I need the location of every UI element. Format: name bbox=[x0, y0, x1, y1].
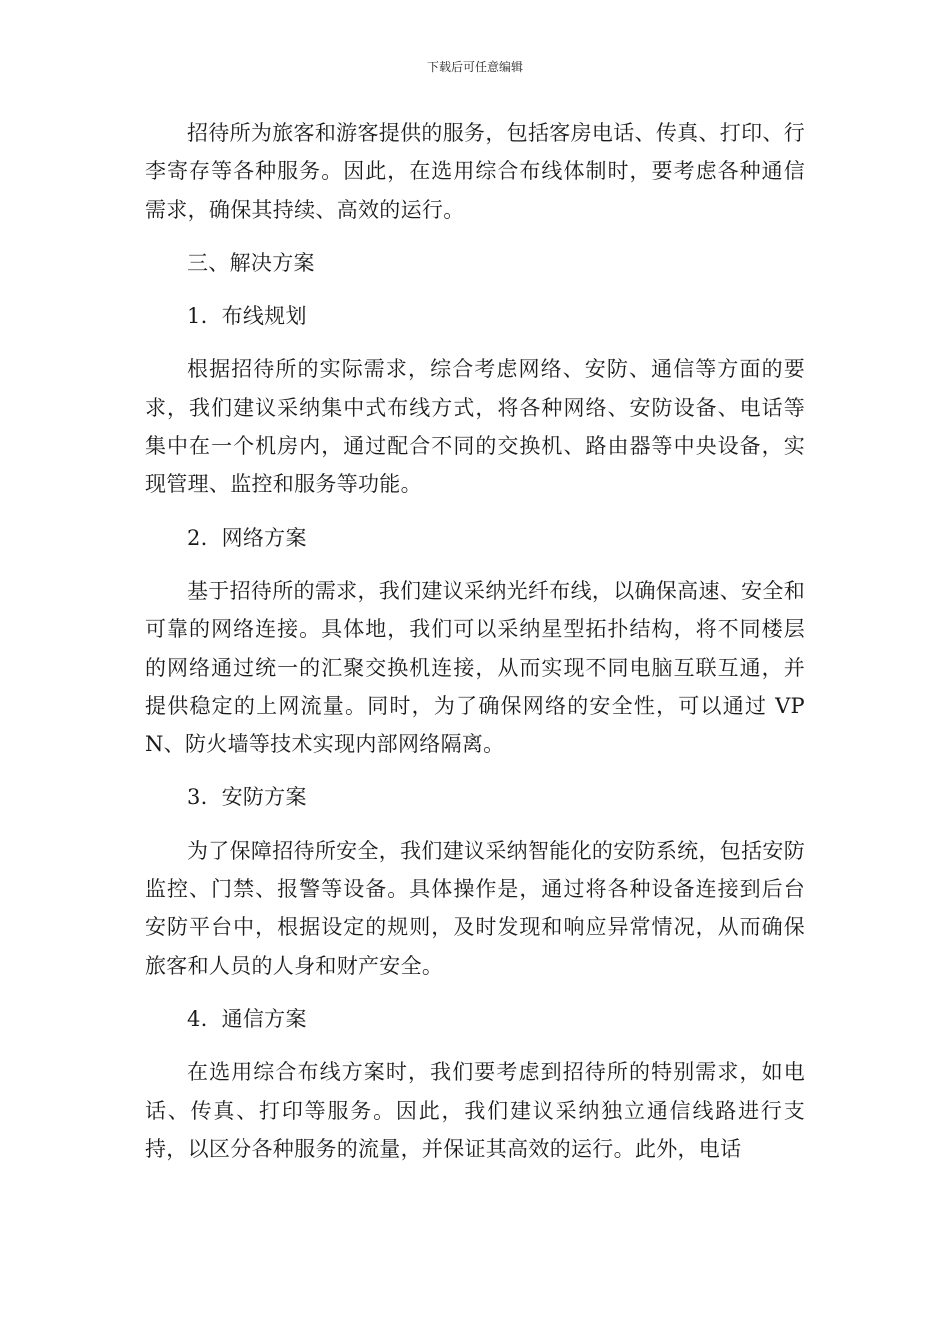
paragraph-cabling-plan: 根据招待所的实际需求，综合考虑网络、安防、通信等方面的要求，我们建议采纳集中式布线方式，将各种网络、安防设备、电话等集中在一个机房内，通过配合不同的交换机、路由器等中央设备，实现管理、监控和服务等功能。 bbox=[145, 357, 805, 497]
subheading-communication-plan: 4. 通信方案 bbox=[187, 1006, 307, 1031]
subheading-cabling-plan: 1. 布线规划 bbox=[187, 304, 307, 329]
paragraph-network-plan: 基于招待所的需求，我们建议采纳光纤布线，以确保高速、安全和可靠的网络连接。具体地，我们可以采纳星型拓扑结构，将不同楼层的网络通过统一的汇聚交换机连接，从而实现不同电脑互联互通，并提供稳定的上网流量。同时，为了确保网络的安全性，可以通过 VPN、防火墙等技术实现内部网络隔离。 bbox=[145, 578, 805, 757]
subheading-network-plan: 2. 网络方案 bbox=[187, 525, 307, 550]
section-heading-solution: 三、解决方案 bbox=[187, 250, 315, 275]
subheading-security-plan: 3. 安防方案 bbox=[187, 785, 307, 810]
paragraph-security-plan: 为了保障招待所安全，我们建议采纳智能化的安防系统，包括安防监控、门禁、报警等设备。具体操作是，通过将各种设备连接到后台安防平台中，根据设定的规则，及时发现和响应异常情况，从而确保旅客和人员的人身和财产安全。 bbox=[145, 838, 805, 978]
page-header-note: 下载后可任意编辑 bbox=[426, 60, 523, 74]
document-body bbox=[145, 114, 805, 1183]
paragraph-service-overview: 招待所为旅客和游客提供的服务，包括客房电话、传真、打印、行李寄存等各种服务。因此，在选用综合布线体制时，要考虑各种通信需求，确保其持续、高效的运行。 bbox=[145, 121, 805, 222]
paragraph-communication-plan: 在选用综合布线方案时，我们要考虑到招待所的特别需求，如电话、传真、打印等服务。因此，我们建议采纳独立通信线路进行支持，以区分各种服务的流量，并保证其高效的运行。此外，电话 bbox=[145, 1060, 805, 1161]
